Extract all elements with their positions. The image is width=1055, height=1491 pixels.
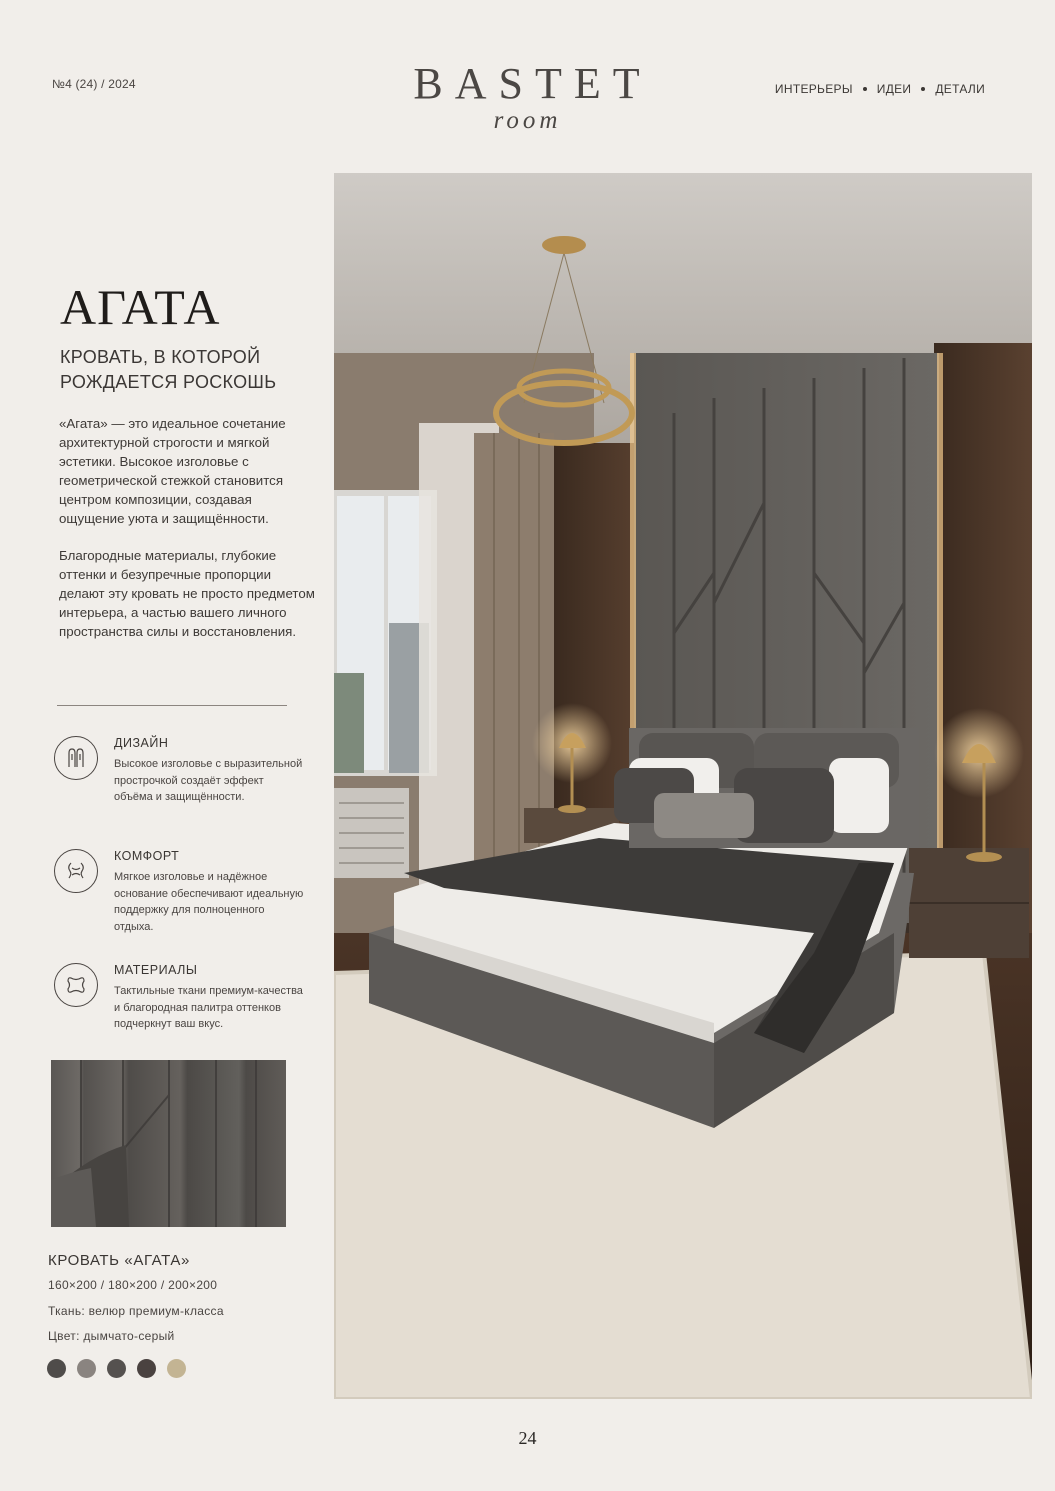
color-swatch[interactable] — [167, 1359, 186, 1378]
feature-title: ДИЗАЙН — [114, 736, 169, 750]
divider — [57, 705, 287, 706]
issue-number: №4 (24) / 2024 — [52, 77, 136, 91]
brand-logo: BASTET — [413, 59, 652, 108]
intro-paragraph: «Агата» — это идеальное сочетание архитектурной строгости и мягкой эстетики. Высокое изголовье с геометрической стежкой становится центром композиции, создавая ощущение уюта и защищённости. — [59, 416, 286, 526]
product-color: Цвет: дымчато-серый — [48, 1329, 175, 1343]
feature-desc: Мягкое изголовье и надёжное основание обеспечивают идеальную поддержку для полноценного отдыха. — [114, 871, 304, 933]
feature-title: КОМФОРТ — [114, 849, 180, 863]
bedroom-photo — [334, 173, 1032, 1399]
feature-desc: Тактильные ткани премиум-качества и благородная палитра оттенков подчеркнут ваш вкус. — [114, 985, 303, 1030]
comfort-icon — [54, 849, 98, 893]
page-number: 24 — [518, 1428, 537, 1448]
tag-details: ДЕТАЛИ — [935, 82, 985, 96]
fabric-closeup-image — [51, 1060, 286, 1227]
feature-desc: Высокое изголовье с выразительной прострочкой создаёт эффект объёма и защищённости. — [114, 758, 303, 803]
color-swatch[interactable] — [107, 1359, 126, 1378]
tag-ideas: ИДЕИ — [876, 82, 912, 96]
fabric-icon — [54, 963, 98, 1007]
body-paragraph: Благородные материалы, глубокие оттенки и безупречные пропорции делают эту кровать не просто предметом интерьера, а частью вашего личного пространства силы и восстановления. — [59, 548, 315, 639]
section-tags — [775, 82, 985, 96]
product-sizes: 160×200 / 180×200 / 200×200 — [48, 1278, 218, 1292]
tag-interiors: ИНТЕРЬЕРЫ — [774, 82, 853, 96]
product-fabric: Ткань: велюр премиум-класса — [48, 1304, 224, 1318]
color-swatch[interactable] — [47, 1359, 66, 1378]
article-subtitle: КРОВАТЬ, В КОТОРОЙ РОЖДАЕТСЯ РОСКОШЬ — [60, 347, 277, 392]
color-swatch[interactable] — [137, 1359, 156, 1378]
article-title: АГАТА — [60, 279, 221, 335]
brand-logo-sub: room — [493, 107, 562, 134]
feature-title: МАТЕРИАЛЫ — [114, 963, 198, 977]
color-swatches — [47, 1359, 186, 1378]
dot-separator — [921, 87, 925, 91]
product-name: КРОВАТЬ «АГАТА» — [48, 1252, 190, 1269]
color-swatch[interactable] — [77, 1359, 96, 1378]
dot-separator — [863, 87, 867, 91]
headboard-icon — [54, 736, 98, 780]
